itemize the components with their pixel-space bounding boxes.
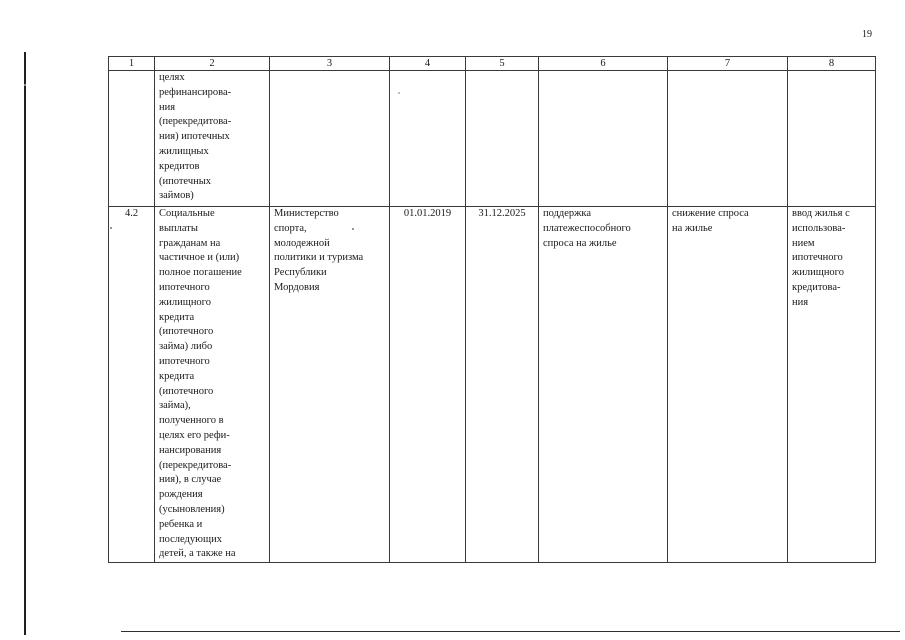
column-header: 8 (788, 57, 876, 71)
column-header: 3 (270, 57, 390, 71)
indicator-cell: ввод жилья с использова- нием ипотечного жилищного кредитова- ния (788, 207, 876, 563)
responsible-cell (270, 71, 390, 207)
column-header: 4 (390, 57, 466, 71)
table-header-row (109, 57, 876, 71)
consequence-cell: снижение спроса на жилье (668, 207, 788, 563)
column-header: 6 (539, 57, 668, 71)
expected-result-cell: поддержка платежеспособного спроса на жилье (539, 207, 668, 563)
end-date-cell: 31.12.2025 (466, 207, 539, 563)
measures-table (108, 56, 876, 563)
measure-name-cell: Социальные выплаты гражданам на частичное и (или) полное погашение ипотечного жилищного кредита (ипотечного займа) либо ипотечного кредита (ипотечного займа), полученного в целях его рефи- нансирования (перекредитова- ния), в случае рождения (усыновления) ребенка и последующих детей, а также на (155, 207, 270, 563)
column-header: 2 (155, 57, 270, 71)
scan-mark (352, 228, 354, 230)
column-header: 1 (109, 57, 155, 71)
bottom-rule (121, 631, 900, 632)
scan-mark (24, 84, 26, 86)
column-header: 5 (466, 57, 539, 71)
column-header: 7 (668, 57, 788, 71)
responsible-cell: Министерство спорта, молодежной политики и туризма Республики Мордовия (270, 207, 390, 563)
consequence-cell (668, 71, 788, 207)
start-date-cell (390, 71, 466, 207)
row-number-cell (109, 71, 155, 207)
end-date-cell (466, 71, 539, 207)
scan-mark (398, 92, 400, 94)
start-date-cell: 01.01.2019 (390, 207, 466, 563)
table-row (109, 71, 876, 207)
left-margin-rule (24, 52, 26, 635)
expected-result-cell (539, 71, 668, 207)
page-number: 19 (862, 29, 872, 40)
measure-name-cell: целях рефинансирова- ния (перекредитова- ния) ипотечных жилищных кредитов (ипотечных займов) (155, 71, 270, 207)
row-number-cell: 4.2 (109, 207, 155, 563)
scan-mark (110, 227, 112, 229)
indicator-cell (788, 71, 876, 207)
table-row (109, 207, 876, 563)
